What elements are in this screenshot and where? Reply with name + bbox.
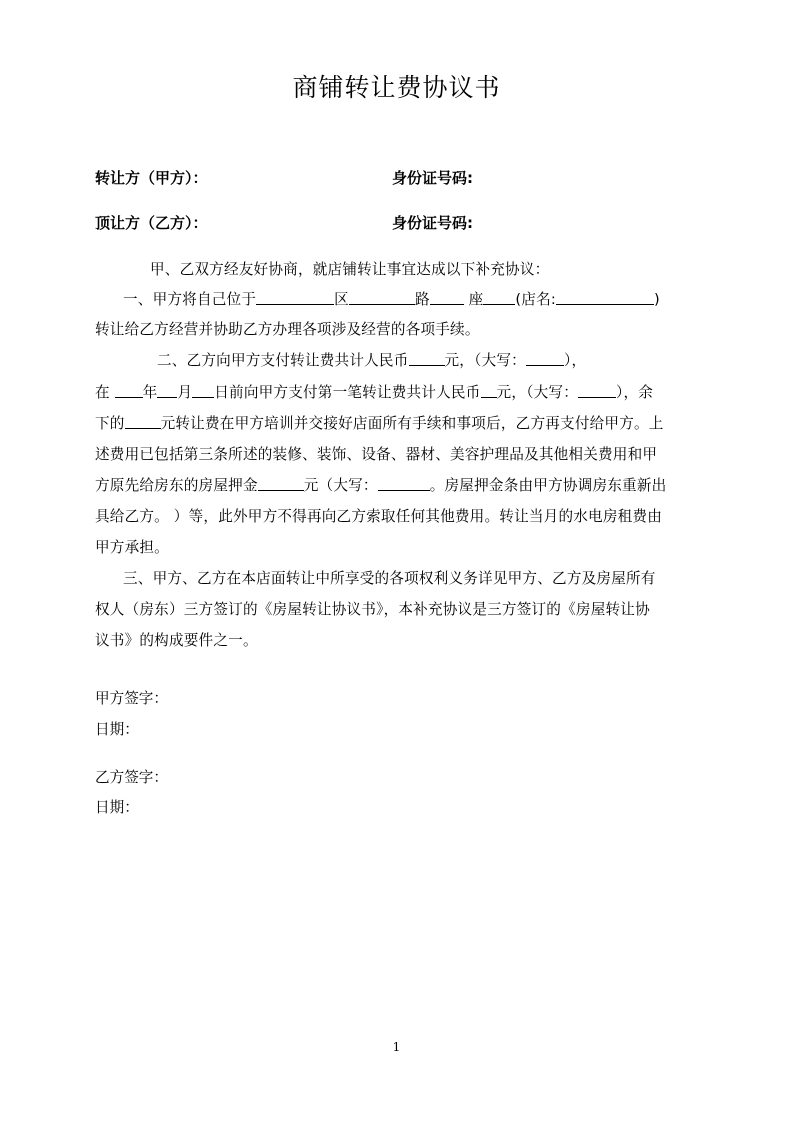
page-number: 1 xyxy=(392,1040,401,1054)
party-b-date-label: 日期： xyxy=(95,799,139,816)
total-fee-uppercase-blank-field[interactable] xyxy=(526,350,564,366)
clause-3-line-3: 议书》的构成要件之一。 xyxy=(95,632,258,649)
close-paren-text: ) xyxy=(654,291,660,308)
remaining-fee-text: 元转让费在甲方培训并交接好店面所有手续和事项后，乙方再支付给甲方。上 xyxy=(160,415,664,432)
shop-name-text: (店名: xyxy=(515,291,556,308)
clause-2-line-4: 述费用已包括第三条所述的装修、装饰、设备、器材、美容护理品及其他相关费用和甲 xyxy=(95,446,658,463)
clause-2-line-7: 甲方承担。 xyxy=(95,539,169,556)
transferee-label: 顶让方（乙方）： xyxy=(95,214,208,232)
year-text: 年 xyxy=(142,384,158,401)
block-text: 座 xyxy=(468,291,484,308)
first-payment-text: 日前向甲方支付第一笔转让费共计人民币 xyxy=(214,384,481,401)
party-a-date-label: 日期： xyxy=(95,721,139,738)
district-blank-field[interactable] xyxy=(349,289,415,305)
clause-3-line-1: 三、甲方、乙方在本店面转让中所享受的各项权利义务详见甲方、乙方及房屋所有 xyxy=(123,570,656,587)
clause-2-at-text: 在 xyxy=(95,384,110,401)
clause-2-line-1 xyxy=(157,350,586,372)
party-b-signature-label: 乙方签字： xyxy=(95,769,168,786)
month-blank-field[interactable] xyxy=(157,382,177,398)
shop-name-blank-field[interactable] xyxy=(556,289,654,305)
address-blank-field[interactable] xyxy=(256,289,334,305)
transferor-label: 转让方（甲方）： xyxy=(95,169,208,187)
clause-2-line-5 xyxy=(95,475,666,497)
first-payment-uppercase-blank-field[interactable] xyxy=(578,382,616,398)
clause-2-line-2 xyxy=(95,382,653,404)
clause-2-line-3 xyxy=(95,413,664,435)
month-text: 月 xyxy=(177,384,193,401)
block-blank-field[interactable] xyxy=(483,289,515,305)
deposit-blank-field[interactable] xyxy=(258,475,304,491)
clause-3-line-2: 权人（房东）三方签订的《房屋转让协议书》，本补充协议是三方签订的《房屋转让协 xyxy=(95,601,650,618)
remaining-text: ），余 xyxy=(616,384,654,401)
clause-2-text: 二、乙方向甲方支付转让费共计人民币 xyxy=(157,352,409,369)
deposit-text: 方原先给房东的房屋押金 xyxy=(95,477,258,494)
clause-1-line-1 xyxy=(123,289,660,311)
clause-1-text: 一、甲方将自己位于 xyxy=(123,291,257,308)
deposit-note-text: 。房屋押金条由甲方协调房东重新出 xyxy=(429,477,667,494)
remaining-fee-blank-field[interactable] xyxy=(125,413,161,429)
deposit-uppercase-text: 元（大写： xyxy=(303,477,378,494)
remaining-prefix-text: 下的 xyxy=(95,415,125,432)
district-text: 区 xyxy=(334,291,349,308)
clause-1-line-2: 转让给乙方经营并协助乙方办理各项涉及经营的各项手续。 xyxy=(95,321,480,338)
party-a-signature-label: 甲方签字： xyxy=(95,690,168,707)
document-title: 商铺转让费协议书 xyxy=(292,73,501,102)
intro-paragraph: 甲、乙双方经友好协商，就店铺转让事宜达成以下补充协议： xyxy=(150,261,550,278)
clause-2-text-end: ）， xyxy=(563,352,587,369)
first-payment-blank-field[interactable] xyxy=(481,382,497,398)
transferee-id-label: 身份证号码: xyxy=(392,214,473,232)
day-blank-field[interactable] xyxy=(192,382,214,398)
road-blank-field[interactable] xyxy=(430,289,464,305)
uppercase-amount-text: 元，（大写： xyxy=(444,352,526,369)
deposit-uppercase-blank-field[interactable] xyxy=(378,475,430,491)
year-blank-field[interactable] xyxy=(115,382,143,398)
transferor-id-label: 身份证号码: xyxy=(392,169,473,187)
first-payment-uppercase-text: 元，（大写： xyxy=(496,384,578,401)
road-text: 路 xyxy=(414,291,430,308)
clause-2-line-6: 具给乙方。 ）等，此外甲方不得再向乙方索取任何其他费用。转让当月的水电房租费由 xyxy=(95,508,663,525)
total-fee-blank-field[interactable] xyxy=(409,350,445,366)
